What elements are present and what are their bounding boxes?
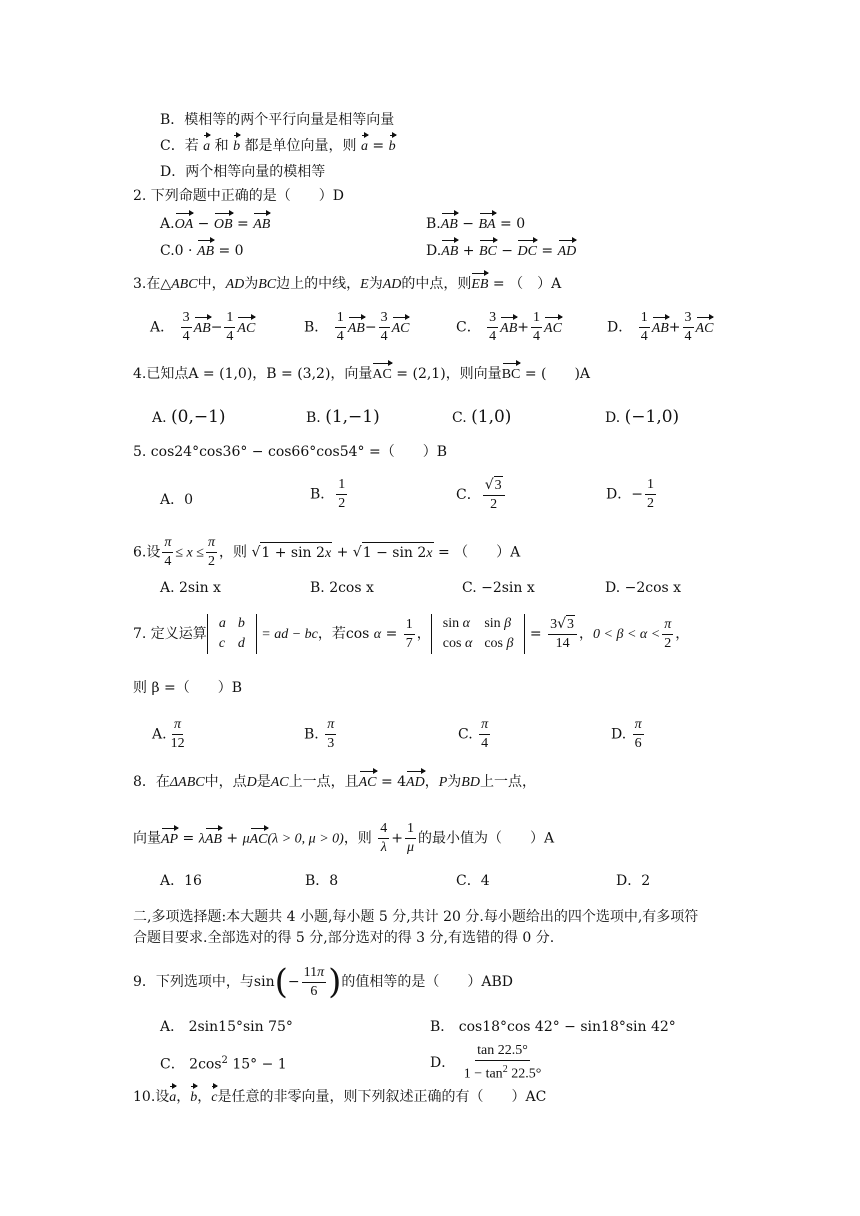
option-label: A.	[160, 216, 175, 232]
fraction	[683, 309, 694, 346]
question-2-option-b: B.AB − BA = 0	[426, 214, 525, 235]
question-2-option-d: D.AB + BC − DC = AD	[426, 241, 576, 262]
question-2-stem: 2. 下列命题中正确的是（ ）D	[133, 188, 345, 204]
stem-text: ，	[424, 774, 439, 790]
stem-text: 上一点，	[479, 774, 536, 790]
operator: −	[210, 319, 223, 336]
stem-text: 边上的中线，	[276, 276, 361, 292]
option-c-statement: C．若 a 和 b 都是单位向量，则 a = b	[160, 136, 396, 157]
question-8-option-a: A．16	[160, 873, 202, 889]
option-value: (1,0)	[471, 407, 512, 427]
vector-b: b	[389, 137, 396, 157]
question-7-option-b: B. $\frac{\pi}{3}$	[304, 717, 335, 751]
stem-text: 4.已知点	[133, 366, 189, 382]
vector-eb: EB	[471, 275, 488, 295]
fraction	[224, 309, 235, 346]
numerator: 1	[224, 309, 235, 328]
denominator: 6	[634, 736, 642, 751]
option-label: B.	[304, 726, 319, 743]
question-7-option-c: C. $\frac{\pi}{4}$	[458, 717, 489, 751]
question-9-option-d	[430, 1042, 545, 1084]
option-label: B.	[426, 216, 441, 232]
vector-b: b	[233, 137, 240, 157]
stem-text: 的值相等的是（ ）ABD	[341, 974, 513, 990]
option-label: A．	[160, 1019, 185, 1035]
question-9-option-a: A． 2sin15°sin 75°	[160, 1019, 293, 1035]
fraction-3root3-over-14: $\frac{3√3}{14}$	[548, 615, 577, 653]
operator: +	[668, 319, 681, 336]
operator: −	[364, 319, 377, 336]
vector-ad: AD	[406, 773, 425, 793]
question-6-option-b: B. 2cos x	[310, 580, 374, 596]
fraction	[181, 309, 192, 346]
determinant-trig: sin α sin β cos α cos β	[431, 614, 526, 654]
vector-bc: BC	[502, 365, 521, 385]
question-8-option-c: C．4	[456, 873, 490, 889]
fraction-11pi-over-6: $\frac{11\pi}{6}$	[303, 964, 325, 999]
question-6-stem: 6.设 $\frac{\pi}{4}$ ≤ x ≤ $\frac{\pi}{2}$ ，则 √1 + sin 2x + √1 − sin 2x = （ ）A	[133, 535, 521, 569]
vector-ac: AC	[372, 365, 391, 385]
numerator: 1	[335, 309, 346, 328]
vector-ab: AB	[194, 319, 211, 339]
question-9-option-b: B． cos18°cos 42° − sin18°sin 42°	[430, 1019, 676, 1035]
vector-ab: AB	[500, 319, 517, 339]
denominator: 4	[336, 329, 344, 344]
denominator: 4	[481, 736, 489, 751]
question-4-option-c	[452, 407, 511, 428]
fraction-4-over-lambda: $\frac{4}{\lambda}$	[380, 821, 388, 855]
stem-text: 9．下列选项中，与	[133, 974, 254, 990]
stem-text: 的中点，则	[401, 276, 472, 292]
question-4-stem: 4.已知点A = (1,0)，B = (3,2)，向量AC = (2,1)，则向量BC = ( )A	[133, 364, 590, 385]
stem-text: 上一点，且	[288, 774, 359, 790]
question-4-option-a	[152, 407, 226, 428]
vector-dc: DC	[517, 242, 536, 262]
operator: +	[517, 319, 530, 336]
option-c-prefix: C．若	[160, 138, 199, 154]
stem-text: 3.在	[133, 276, 161, 292]
denominator: 4	[684, 329, 692, 344]
fraction	[531, 309, 542, 346]
option-label: D．	[430, 1054, 456, 1071]
vector-ab: AB	[253, 215, 270, 235]
question-8-stem: 8．在ΔABC中，点D是AC上一点，且AC = 4AD，P为BD上一点，	[133, 772, 536, 793]
question-5-option-a: A．0	[160, 492, 194, 508]
stem-text: 为	[368, 276, 383, 292]
stem-text: 8．在	[133, 774, 170, 790]
stem-text: 中，点	[204, 774, 247, 790]
stem-text: 10.设	[133, 1089, 170, 1105]
stem-text: ，向量	[330, 366, 373, 382]
denominator: 3	[327, 736, 335, 751]
denominator: 4	[182, 329, 190, 344]
question-6-option-c: C. −2sin x	[462, 580, 535, 596]
vector-oa: OA	[175, 215, 194, 235]
denominator: 12	[170, 736, 185, 751]
option-label: C.	[160, 243, 175, 259]
stem-text: 为	[244, 276, 259, 292]
question-3-option-a	[150, 309, 255, 346]
vector-b: b	[190, 1088, 197, 1108]
stem-text: 7. 定义运算	[133, 626, 207, 642]
question-5-option-b	[310, 476, 349, 513]
question-8-option-d: D．2	[616, 873, 651, 889]
vector-ab: AB	[197, 242, 214, 262]
section-2-header-line1: 二,多项选择题:本大题共 4 小题,每小题 5 分,共计 20 分.每小题给出的四个选项中,有多项符	[133, 909, 699, 925]
denominator: 4	[533, 329, 541, 344]
question-4-option-d	[605, 407, 679, 428]
option-label: C.	[458, 726, 473, 743]
option-value: (1,−1)	[325, 407, 380, 427]
determinant-definition: a b c d	[207, 614, 257, 654]
option-value: (−1,0)	[624, 407, 680, 427]
option-label: B．	[304, 319, 329, 336]
vector-ac-value: = (2,1)	[391, 366, 446, 382]
option-label: D.	[611, 726, 627, 743]
stem-text: ，若	[317, 626, 346, 642]
question-2-option-c: C.0 · AB = 0	[160, 241, 244, 262]
stem-text: ，则向量	[445, 366, 502, 382]
fraction-pi-over-4: $\frac{\pi}{4}$	[164, 535, 172, 569]
stem-text: 6.设	[133, 544, 161, 561]
numerator: 3	[181, 309, 192, 328]
fraction-one-seventh: $\frac{1}{7}$	[405, 616, 413, 651]
question-7-option-a: A. $\frac{\pi}{12}$	[152, 717, 185, 751]
question-5-option-c	[456, 476, 507, 514]
option-value: (0,−1)	[171, 407, 226, 427]
fraction	[379, 309, 390, 346]
stem-text: 为	[447, 774, 462, 790]
section-2-header-line2: 合题目要求.全部选对的得 5 分,部分选对的得 3 分,有选错的得 0 分.	[133, 930, 555, 946]
vector-ab: AB	[652, 319, 669, 339]
fraction	[487, 309, 498, 346]
option-d-statement: D．两个相等向量的模相等	[160, 164, 326, 180]
option-label: C．	[160, 1056, 185, 1073]
vector-ob: OB	[214, 215, 233, 235]
question-7-option-d: D. $\frac{\pi}{6}$	[611, 717, 642, 751]
fraction	[639, 309, 650, 346]
question-9-stem: 9．下列选项中，与sin(− $\frac{11\pi}{6}$ )的值相等的是（ ）ABD	[133, 962, 513, 1002]
vector-ac: AC	[544, 319, 562, 339]
numerator: 3	[683, 309, 694, 328]
fraction	[335, 309, 346, 346]
vector-ac: AC	[392, 319, 410, 339]
stem-text: （ ）A	[454, 544, 521, 561]
vector-ba: BA	[479, 215, 496, 235]
question-3-option-d	[607, 309, 713, 346]
vector-ab: AB	[441, 242, 458, 262]
vector-a: a	[169, 1088, 176, 1108]
fraction-1-over-mu: $\frac{1}{\mu}$	[407, 821, 415, 855]
vector-a: a	[203, 137, 210, 157]
numerator: 3	[487, 309, 498, 328]
numerator: 3	[379, 309, 390, 328]
option-label: A．	[150, 319, 175, 336]
option-label: C．	[456, 487, 481, 503]
option-label: D.	[605, 410, 621, 426]
vector-ac: AC	[237, 319, 255, 339]
option-label: C.	[452, 410, 467, 426]
question-3-option-b	[304, 309, 409, 346]
question-8-line2: 向量AP = λAB + μAC(λ > 0, μ > 0)，则 $\frac{4}{\lambda}$ + $\frac{1}{\mu}$ 的最小值为（ ）A	[133, 821, 555, 855]
fraction-tan: $\frac{\tan 22.5^\circ}{1 - \tan^2 22.5^\circ}$	[463, 1043, 542, 1082]
question-4-option-b	[306, 407, 380, 428]
stem-text: 向量	[133, 830, 161, 847]
question-5-stem: 5. cos24°cos36° − cos66°cos54° =（ ）B	[133, 444, 447, 460]
fraction-root3-over-2: $\frac{√3}{2}$	[483, 476, 505, 514]
question-3-stem: 3.在△ABC中，AD为BC边上的中线，E为AD的中点，则EB = （ ）A	[133, 274, 561, 295]
point-a: A = (1,0)	[188, 366, 253, 382]
stem-text: 是任意的非零向量，则下列叙述正确的有（ ）AC	[217, 1089, 547, 1105]
option-label: D．	[607, 319, 633, 336]
point-b: B = (3,2)	[266, 366, 331, 382]
question-7-line2: 则 β =（ ）B	[133, 680, 243, 696]
question-10-stem: 10.设a，b，c是任意的非零向量，则下列叙述正确的有（ ）AC	[133, 1087, 546, 1108]
option-label: A.	[152, 410, 167, 426]
option-c-and: 和	[214, 138, 229, 154]
option-label: D．	[606, 486, 632, 503]
option-b-statement: B．模相等的两个平行向量是相等向量	[160, 112, 395, 128]
question-6-option-a: A. 2sin x	[160, 580, 221, 596]
fraction-one-half: $\frac{1}{2}$	[646, 477, 654, 511]
option-c-mid: 都是单位向量，则	[244, 138, 357, 154]
option-label: A.	[152, 726, 167, 743]
option-label: D.	[426, 243, 442, 259]
vector-ap: AP	[161, 830, 178, 850]
vector-ac: AC	[250, 830, 268, 850]
fraction-pi-over-2: $\frac{\pi}{2}$	[664, 616, 672, 651]
option-label: B．	[310, 486, 335, 503]
vector-ac: AC	[359, 773, 377, 793]
vector-ac: AC	[696, 319, 714, 339]
answer: )A	[574, 366, 591, 382]
question-5-option-d: D．− $\frac{1}{2}$	[606, 477, 654, 511]
fraction-one-half: $\frac{1}{2}$	[338, 477, 346, 511]
vector-bc: BC	[479, 242, 497, 262]
denominator: 4	[489, 329, 497, 344]
option-label: B.	[306, 410, 321, 426]
stem-text: 中，	[197, 276, 226, 292]
question-2-option-a: A.OA − OB = AB	[160, 214, 270, 235]
numerator: 1	[531, 309, 542, 328]
question-7-stem: 7. 定义运算 a b c d = ad − bc，若cos α = $\frac{1}{7}$ ， sin α sin β cos α cos β = $\frac{3√3}{14}$ ，0 < β < α < $\frac{\pi}{2}$ ，	[133, 612, 689, 657]
stem-text: 的最小值为（ ）A	[418, 830, 555, 847]
denominator: 4	[380, 329, 388, 344]
option-label: C．	[456, 319, 481, 336]
question-6-option-d: D. −2cos x	[605, 580, 682, 596]
question-8-option-b: B．8	[305, 873, 339, 889]
option-label: B．	[430, 1019, 455, 1035]
numerator: 1	[639, 309, 650, 328]
stem-text: 是	[256, 774, 271, 790]
denominator: 4	[226, 329, 234, 344]
vector-ad: AD	[558, 242, 577, 262]
vector-a: a	[361, 137, 368, 157]
stem-text: （ ）A	[509, 276, 562, 292]
vector-ab: AB	[348, 319, 365, 339]
vector-c: c	[211, 1088, 217, 1108]
fraction-pi-over-2: $\frac{\pi}{2}$	[207, 535, 215, 569]
vector-ab: AB	[441, 215, 458, 235]
question-9-option-c: C． $2\cos^2$ 15° − 1	[160, 1055, 287, 1073]
denominator: 4	[640, 329, 648, 344]
vector-ab: AB	[205, 830, 222, 850]
question-3-option-c	[456, 309, 562, 346]
